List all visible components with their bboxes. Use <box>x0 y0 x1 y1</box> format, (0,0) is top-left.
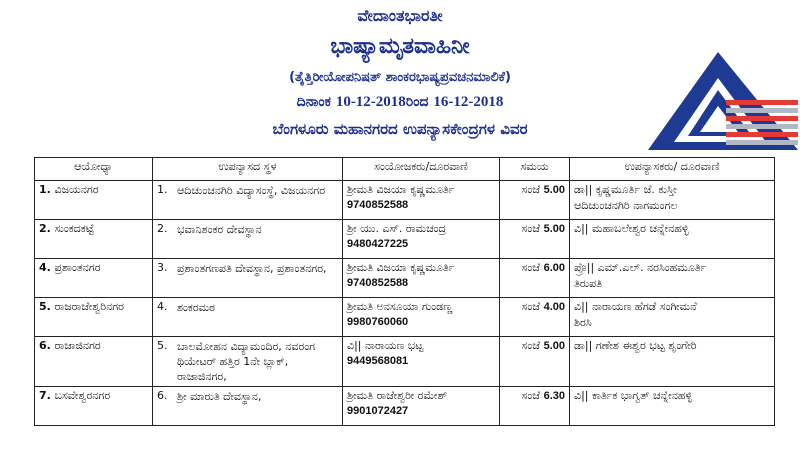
venue-name: ಭವಾನಿಶಂಕರ ದೇವಸ್ಥಾನ <box>177 223 262 236</box>
schedule-table <box>34 157 775 426</box>
coordinator-name: ಶ್ರೀಮತಿ ರಾಜೇಶ್ವರೀ ರಮೇಶ್ <box>347 389 448 402</box>
column-header-speaker: ಉಪನ್ಯಾಸಕರು/ ದೂರವಾಣಿ <box>570 158 775 181</box>
date-to: 16-12-2018 <box>433 94 504 110</box>
coordinator-cell <box>343 181 500 220</box>
table-row <box>35 337 775 387</box>
area-name: ಪ್ರಶಾಂತನಗರ <box>54 261 101 274</box>
speaker-cell <box>570 259 775 298</box>
coordinator-cell <box>343 259 500 298</box>
speaker-name: ಡಾ|| ಕೃಷ್ಣಮೂರ್ತಿ ಜೆ. ಕುಸ್ತೀ <box>574 183 677 196</box>
area-cell <box>35 259 153 298</box>
speaker-place: ಆದಿಚುಂಚನಗಿರಿ ನಾಗಮಂಗಲ <box>574 199 678 212</box>
coordinator-phone: 9980760060 <box>347 316 409 328</box>
venue-cell <box>153 298 343 337</box>
time-cell <box>500 298 570 337</box>
venue-cell <box>153 259 343 298</box>
table-row <box>35 181 775 220</box>
speaker-cell <box>570 337 775 387</box>
area-name: ರಾಜರಾಜೇಶ್ವರಿನಗರ <box>54 300 124 313</box>
row-number: 2. <box>39 222 51 235</box>
time-label: ಸಂಜೆ <box>521 300 541 313</box>
coordinator-phone: 9740852588 <box>347 277 409 289</box>
time-label: ಸಂಜೆ <box>521 339 541 352</box>
venue-name: ಆದಿಚುಂಚನಗಿರಿ ವಿದ್ಯಾಸಂಸ್ಥೆ, ವಿಜಯನಗರ <box>177 184 326 197</box>
time-value: 5.00 <box>543 223 565 235</box>
speaker-name: ವಿ|| ಮಹಾಬಲೇಶ್ವರ ಚನ್ನೇನಹಳ್ಳಿ <box>574 222 689 235</box>
coordinator-name: ಶ್ರೀಮತಿ ವಿಜಯಾ ಕೃಷ್ಣಮೂರ್ತಿ <box>347 183 455 196</box>
speaker-name: ವಿ|| ನಾರಾಯಣ ಹೆಗಡೆ ಸಂಗೀಮನೆ <box>574 300 697 313</box>
venue-number: 2. <box>157 222 168 235</box>
speaker-cell <box>570 181 775 220</box>
table-row <box>35 220 775 259</box>
document-header <box>0 0 800 150</box>
series-title: ಭಾಷ್ಯಾಮೃತವಾಹಿನೀ <box>330 34 470 59</box>
coordinator-cell <box>343 298 500 337</box>
area-name: ರಾಜಾಜಿನಗರ <box>54 339 101 352</box>
area-name: ಸುಂಕದಕಟ್ಟೆ <box>54 222 95 235</box>
speaker-name: ಡಾ|| ಗಣೇಶ ಈಶ್ವರ ಭಟ್ಟ ಶೃಂಗೇರಿ <box>574 339 697 352</box>
coordinator-cell <box>343 337 500 387</box>
venue-number: 3. <box>157 261 168 274</box>
venue-cell <box>153 181 343 220</box>
venue-name: ಬಾಲಮೋಹನ ವಿದ್ಯಾಮಂದಿರ, ನವರಂಗ ಥಿಯೇಟರ್ ಹತ್ತಿರ 1ನೇ ಬ್ಲಾಕ್, ರಾಜಾಜಿನಗರ, <box>177 340 316 383</box>
coordinator-cell <box>343 387 500 426</box>
coordinator-phone: 9480427225 <box>347 238 409 250</box>
speaker-cell <box>570 220 775 259</box>
area-name: ಬಸವೇಶ್ವರನಗರ <box>54 389 111 402</box>
area-cell <box>35 220 153 259</box>
column-header-time: ಸಮಯ <box>500 158 570 181</box>
coordinator-name: ಶ್ರೀಮತಿ ವಿಜಯಾ ಕೃಷ್ಣಮೂರ್ತಿ <box>347 261 455 274</box>
coordinator-name: ಶ್ರೀ ಯು. ಎಸ್. ರಾಮಚಂದ್ರ <box>347 222 447 235</box>
subtitle: (ತೈತ್ತಿರೀಯೋಪನಿಷತ್ ಶಾಂಕರಭಾಷ್ಯಪ್ರವಚನಮಾಲಿಕೆ) <box>289 70 511 85</box>
coordinator-cell <box>343 220 500 259</box>
speaker-cell <box>570 387 775 426</box>
time-cell <box>500 181 570 220</box>
column-header-coordinator: ಸಂಯೋಜಕರು/ದೂರವಾಣಿ <box>343 158 500 181</box>
time-value: 6.00 <box>543 262 565 274</box>
time-cell <box>500 220 570 259</box>
date-from: 10-12-2018 <box>335 94 406 110</box>
coordinator-phone: 9740852588 <box>347 199 409 211</box>
speaker-name: ಪ್ರೊ|| ಎಮ್.ಎಲ್. ನರಸಿಂಹಮೂರ್ತಿ <box>574 261 707 274</box>
area-name: ವಿಜಯನಗರ <box>54 183 99 196</box>
coordinator-phone: 9901072427 <box>347 405 409 417</box>
organization-name: ವೇದಾಂತಭಾರತೀ <box>357 6 443 25</box>
venue-number: 4. <box>157 300 168 313</box>
table-row <box>35 387 775 426</box>
time-label: ಸಂಜೆ <box>521 261 541 274</box>
time-cell <box>500 259 570 298</box>
time-label: ಸಂಜೆ <box>521 222 541 235</box>
area-cell <box>35 337 153 387</box>
column-header-area: ಆಯೋಧ್ಯಾ <box>35 158 153 181</box>
venue-cell <box>153 220 343 259</box>
time-value: 4.00 <box>543 301 565 313</box>
coordinator-name: ವಿ|| ನಾರಾಯಣ ಭಟ್ಟ <box>347 339 424 352</box>
row-number: 4. <box>39 261 51 274</box>
coordinator-phone: 9449568081 <box>347 355 409 367</box>
area-cell <box>35 181 153 220</box>
table-header-row <box>35 158 775 181</box>
speaker-name: ವಿ|| ಕಾರ್ತಿಕ ಭಾಗ್ವತ್ ಚನ್ನೇನಹಳ್ಳಿ <box>574 389 693 402</box>
centers-title: ಬೆಂಗಳೂರು ಮಹಾನಗರದ ಉಪನ್ಯಾಸಕೇಂದ್ರಗಳ ವಿವರ <box>272 120 528 138</box>
venue-name: ಶಂಕರಮಠ <box>177 301 215 314</box>
time-label: ಸಂಜೆ <box>521 183 541 196</box>
table-row <box>35 259 775 298</box>
time-value: 6.30 <box>543 390 565 402</box>
time-value: 5.00 <box>543 340 565 352</box>
area-cell <box>35 298 153 337</box>
row-number: 1. <box>39 183 51 196</box>
time-cell <box>500 387 570 426</box>
venue-number: 1. <box>157 183 168 196</box>
speaker-place: ತಿರುಪತಿ <box>574 277 603 290</box>
speaker-place: ಶಿರಸಿ <box>574 316 592 329</box>
time-label: ಸಂಜೆ <box>521 389 541 402</box>
venue-name: ಪ್ರಶಾಂತಗಣಪತಿ ದೇವಸ್ಥಾನ, ಪ್ರಶಾಂತನಗರ, <box>177 262 327 275</box>
date-prefix: ದಿನಾಂಕ <box>296 94 336 110</box>
speaker-cell <box>570 298 775 337</box>
venue-number: 6. <box>157 389 168 402</box>
date-mid: ರಿಂದ <box>405 94 434 110</box>
venue-cell <box>153 337 343 387</box>
venue-number: 5. <box>157 339 168 352</box>
time-cell <box>500 337 570 387</box>
area-cell <box>35 387 153 426</box>
table-row <box>35 298 775 337</box>
column-header-venue: ಉಪನ್ಯಾಸದ ಸ್ಥಳ <box>153 158 343 181</box>
coordinator-name: ಶ್ರೀಮತಿ ಅನಸೂಯಾ ಗುಂಡಣ್ಣ <box>347 300 453 313</box>
venue-cell <box>153 387 343 426</box>
row-number: 5. <box>39 300 51 313</box>
venue-name: ಶ್ರೀ ಮಾರುತಿ ದೇವಸ್ಥಾನ, <box>177 390 262 403</box>
time-value: 5.00 <box>543 184 565 196</box>
triangle-emblem-icon <box>648 48 798 150</box>
row-number: 6. <box>39 339 51 352</box>
row-number: 7. <box>39 389 51 402</box>
